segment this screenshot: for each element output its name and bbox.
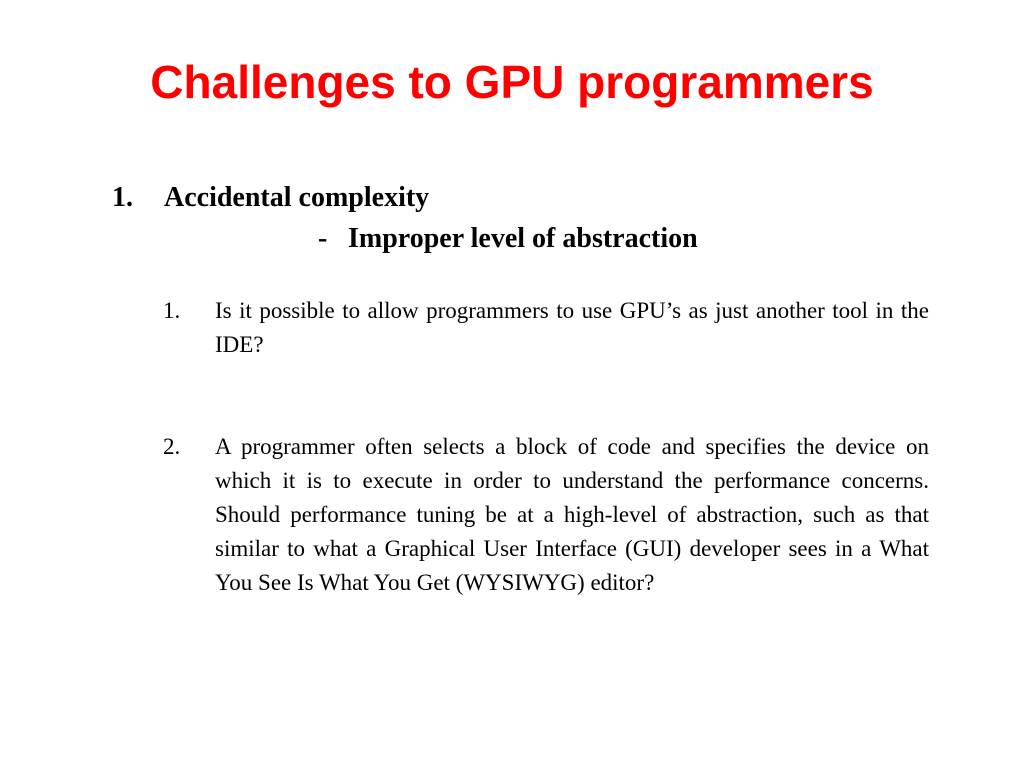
slide-title: Challenges to GPU programmers [150, 56, 874, 108]
list-item-number: 2. [163, 434, 181, 459]
list-item [163, 430, 929, 600]
list-item-text: A programmer often selects a block of code and specifies the device on which it is to execute in order to understand the performance concerns. Should performance tuning be at a high-level of abstraction, such as that similar to what a Graphical User Interface (GUI) developer sees in a What You See Is What You Get (WYSIWYG) editor? [215, 434, 929, 595]
subheading-text: Improper level of abstraction [348, 223, 698, 254]
list-item [163, 294, 929, 362]
main-heading-text: Accidental complexity [164, 182, 430, 213]
list-item-text: Is it possible to allow programmers to use GPU’s as just another tool in the IDE? [215, 298, 929, 357]
main-heading [112, 180, 429, 216]
subheading [318, 221, 698, 257]
subheading-marker: - [318, 223, 328, 254]
list-item-number: 1. [163, 298, 181, 323]
main-heading-number: 1. [112, 182, 133, 213]
